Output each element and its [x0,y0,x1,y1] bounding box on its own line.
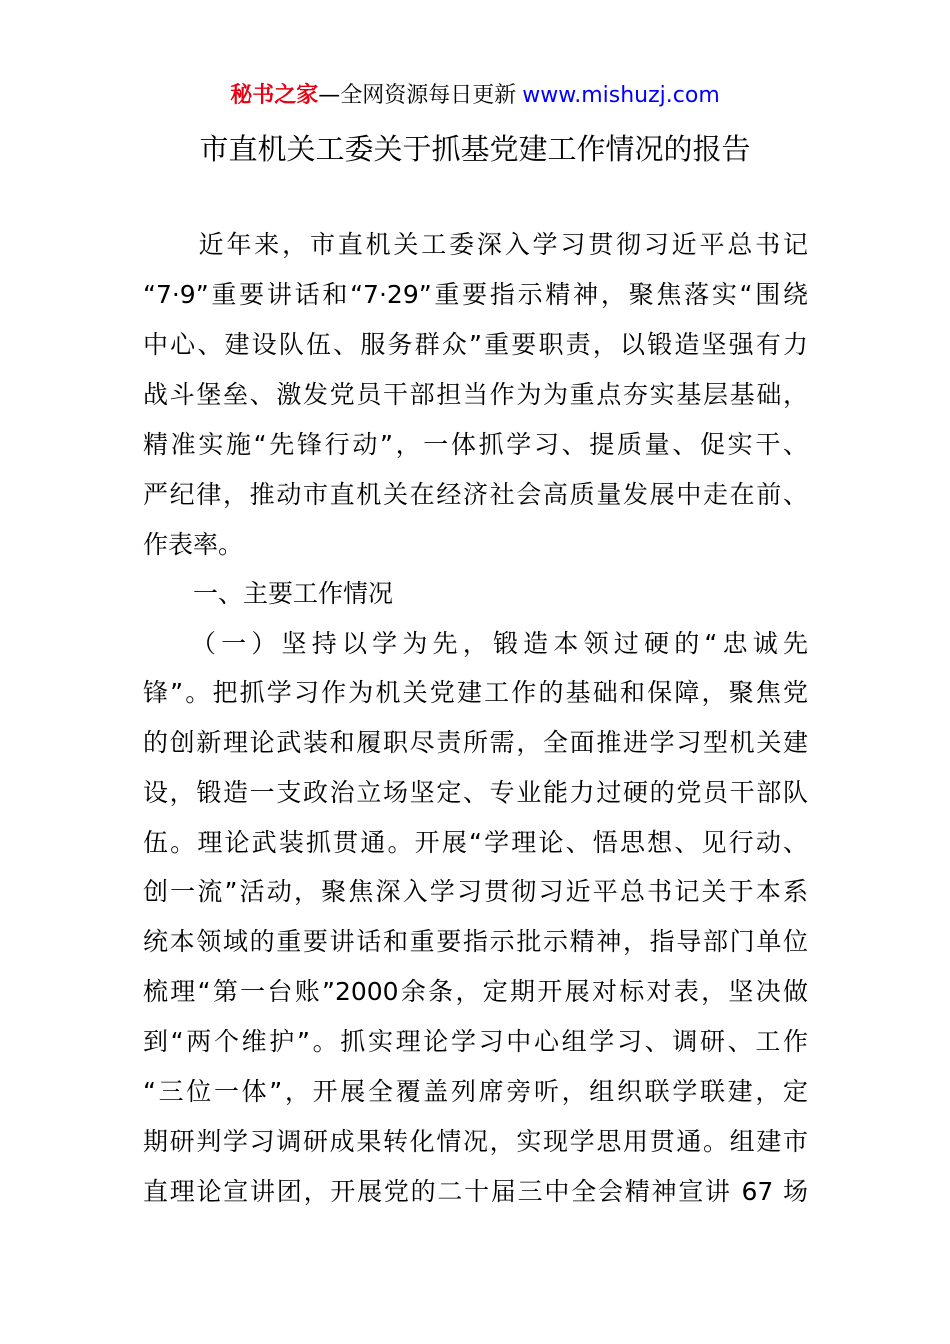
body-line: 锋”。把抓学习作为机关党建工作的基础和保障，聚焦党 [143,678,808,707]
body-line: 作表率。 [143,530,244,559]
body-line: “三位一体”，开展全覆盖列席旁听，组织联学联建，定 [143,1077,808,1106]
body-line: “7·9”重要讲话和“7·29”重要指示精神，聚焦落实“围绕 [143,280,808,309]
body-line: 近年来，市直机关工委深入学习贯彻习近平总书记 [143,230,808,259]
section-heading: 一、主要工作情况 [143,579,394,608]
body-line: 创一流”活动，聚焦深入学习贯彻习近平总书记关于本系 [143,877,808,906]
document-title: 市直机关工委关于抓基党建工作情况的报告 [199,132,751,166]
site-tagline: —全网资源每日更新 [318,83,517,108]
body-line: 期研判学习调研成果转化情况，实现学思用贯通。组建市 [143,1127,808,1156]
body-line: 到“两个维护”。抓实理论学习中心组学习、调研、工作 [143,1027,808,1056]
body-line: 精准实施“先锋行动”，一体抓学习、提质量、促实干、 [143,430,808,459]
body-line: 设，锻造一支政治立场坚定、专业能力过硬的党员干部队 [143,778,808,807]
body-line: 中心、建设队伍、服务群众”重要职责，以锻造坚强有力 [143,330,808,359]
body-line: （一）坚持以学为先，锻造本领过硬的“忠诚先 [143,629,808,658]
body-line: 伍。理论武装抓贯通。开展“学理论、悟思想、见行动、 [143,828,808,857]
body-line: 的创新理论武装和履职尽责所需，全面推进学习型机关建 [143,728,808,757]
site-url-link[interactable]: www.mishuzj.com [522,83,720,108]
site-header [0,82,950,110]
body-line: 直理论宣讲团，开展党的二十届三中全会精神宣讲 67 场 [143,1177,808,1206]
body-line: 战斗堡垒、激发党员干部担当作为为重点夯实基层基础， [143,380,808,409]
site-brand: 秘书之家 [230,83,319,108]
body-line: 梳理“第一台账”2000余条，定期开展对标对表，坚决做 [143,977,808,1006]
body-line: 严纪律，推动市直机关在经济社会高质量发展中走在前、 [143,480,808,509]
body-line: 统本领域的重要讲话和重要指示批示精神，指导部门单位 [143,927,808,956]
